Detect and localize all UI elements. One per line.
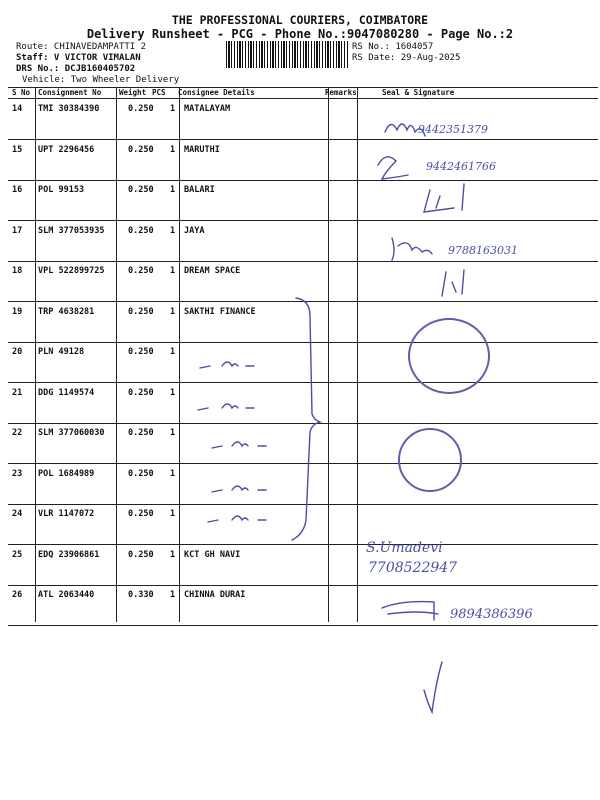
col-consignee: Consignee Details: [178, 88, 255, 97]
row-consignment: SLM 377060030: [38, 428, 105, 438]
row-weight: 0.250: [128, 225, 154, 236]
row-weight: 0.250: [128, 509, 154, 519]
row-consignee: CHINNA DURAI: [184, 590, 246, 600]
row-pcs: 1: [170, 468, 176, 479]
handwritten-phone: 9442461766: [426, 160, 496, 173]
handwritten-name: S.Umadevi: [366, 540, 443, 556]
row-sno: 21: [12, 387, 23, 398]
row-consignee: DREAM SPACE: [184, 266, 241, 276]
row-consignee: SAKTHI FINANCE: [184, 306, 256, 317]
row-consignee: MATALAYAM: [184, 104, 231, 114]
row-pcs: 1: [170, 590, 176, 600]
rs-number: RS No.: 1604057: [352, 42, 434, 52]
row-weight: 0.250: [128, 104, 154, 114]
row-pcs: 1: [170, 549, 176, 560]
col-remarks: Remarks: [325, 88, 357, 97]
ditto-mark: [208, 516, 266, 522]
vehicle-label: Vehicle: Two Wheeler Delivery: [22, 75, 180, 85]
ditto-mark: [198, 404, 254, 410]
row-pcs: 1: [170, 266, 176, 276]
col-pcs: PCS: [152, 88, 166, 97]
row-pcs: 1: [170, 306, 176, 317]
row-consignee: KCT GH NAVI: [184, 549, 241, 560]
col-seal: Seal & Signature: [382, 88, 455, 97]
row-sno: 18: [12, 266, 23, 276]
row-sno: 19: [12, 306, 23, 317]
ditto-mark: [212, 442, 266, 448]
row-consignee: MARUTHI: [184, 144, 220, 155]
row-sno: 22: [12, 428, 23, 438]
signature-scribble: [378, 157, 408, 179]
row-weight: 0.250: [128, 144, 154, 155]
check-mark: [424, 662, 442, 712]
rs-date: RS Date: 29-Aug-2025: [352, 53, 461, 63]
row-consignment: VLR 1147072: [38, 509, 95, 519]
row-weight: 0.250: [128, 468, 154, 479]
drs-number: DRS No.: DCJB160405702: [16, 64, 136, 74]
row-sno: 26: [12, 590, 23, 600]
row-sno: 16: [12, 185, 23, 195]
row-sno: 25: [12, 549, 23, 560]
col-consignment: Consignment No: [38, 88, 102, 97]
signature-scribble: [424, 184, 464, 212]
handwritten-phone: 9788163031: [448, 244, 518, 257]
row-consignment: POL 99153: [38, 185, 85, 195]
row-sno: 24: [12, 509, 23, 519]
row-sno: 20: [12, 347, 23, 357]
route-label: Route: CHINAVEDAMPATTI 2: [16, 42, 147, 52]
row-weight: 0.250: [128, 185, 154, 195]
row-weight: 0.330: [128, 590, 154, 600]
signature-scribble: [382, 602, 438, 620]
signature-scribble: [442, 270, 464, 296]
row-consignment: TMI 30384390: [38, 104, 100, 114]
row-weight: 0.250: [128, 387, 154, 398]
col-sno: S No: [12, 88, 31, 97]
row-pcs: 1: [170, 225, 176, 236]
row-consignment: UPT 2296456: [38, 144, 95, 155]
row-pcs: 1: [170, 387, 176, 398]
row-consignee: JAYA: [184, 225, 205, 236]
row-pcs: 1: [170, 104, 176, 114]
row-consignment: VPL 522899725: [38, 266, 105, 276]
staff-label: Staff: V VICTOR VIMALAN: [16, 53, 141, 63]
row-consignment: EDQ 23906861: [38, 549, 100, 560]
ditto-mark: [200, 362, 254, 368]
row-sno: 17: [12, 225, 23, 236]
row-consignee: BALARI: [184, 185, 215, 195]
row-sno: 23: [12, 468, 23, 479]
row-weight: 0.250: [128, 347, 154, 357]
col-weight: Weight: [119, 88, 147, 97]
row-consignment: DDG 1149574: [38, 387, 95, 398]
row-weight: 0.250: [128, 549, 154, 560]
row-weight: 0.250: [128, 428, 154, 438]
row-pcs: 1: [170, 428, 176, 438]
handwritten-phone: 9442351379: [418, 123, 488, 136]
handwritten-phone: 9894386396: [450, 607, 533, 622]
row-pcs: 1: [170, 509, 176, 519]
row-consignment: PLN 49128: [38, 347, 85, 357]
row-sno: 14: [12, 104, 23, 114]
row-pcs: 1: [170, 144, 176, 155]
row-sno: 15: [12, 144, 23, 155]
seal-stamp: [398, 428, 462, 492]
row-pcs: 1: [170, 347, 176, 357]
row-consignment: TRP 4638281: [38, 306, 95, 317]
row-pcs: 1: [170, 185, 176, 195]
seal-stamp: [408, 318, 490, 394]
row-weight: 0.250: [128, 306, 154, 317]
row-consignment: SLM 377053935: [38, 225, 105, 236]
signature-scribble: [392, 238, 432, 260]
row-consignment: POL 1684989: [38, 468, 95, 479]
runsheet-subtitle: Delivery Runsheet - PCG - Phone No.:9047080280 - Page No.:2: [86, 27, 514, 41]
row-consignment: ATL 2063440: [38, 590, 95, 600]
handwritten-phone: 7708522947: [368, 560, 458, 576]
ditto-mark: [212, 486, 266, 492]
row-weight: 0.250: [128, 266, 154, 276]
company-title: THE PROFESSIONAL COURIERS, COIMBATORE: [171, 13, 429, 27]
bracket-line: [292, 298, 320, 540]
